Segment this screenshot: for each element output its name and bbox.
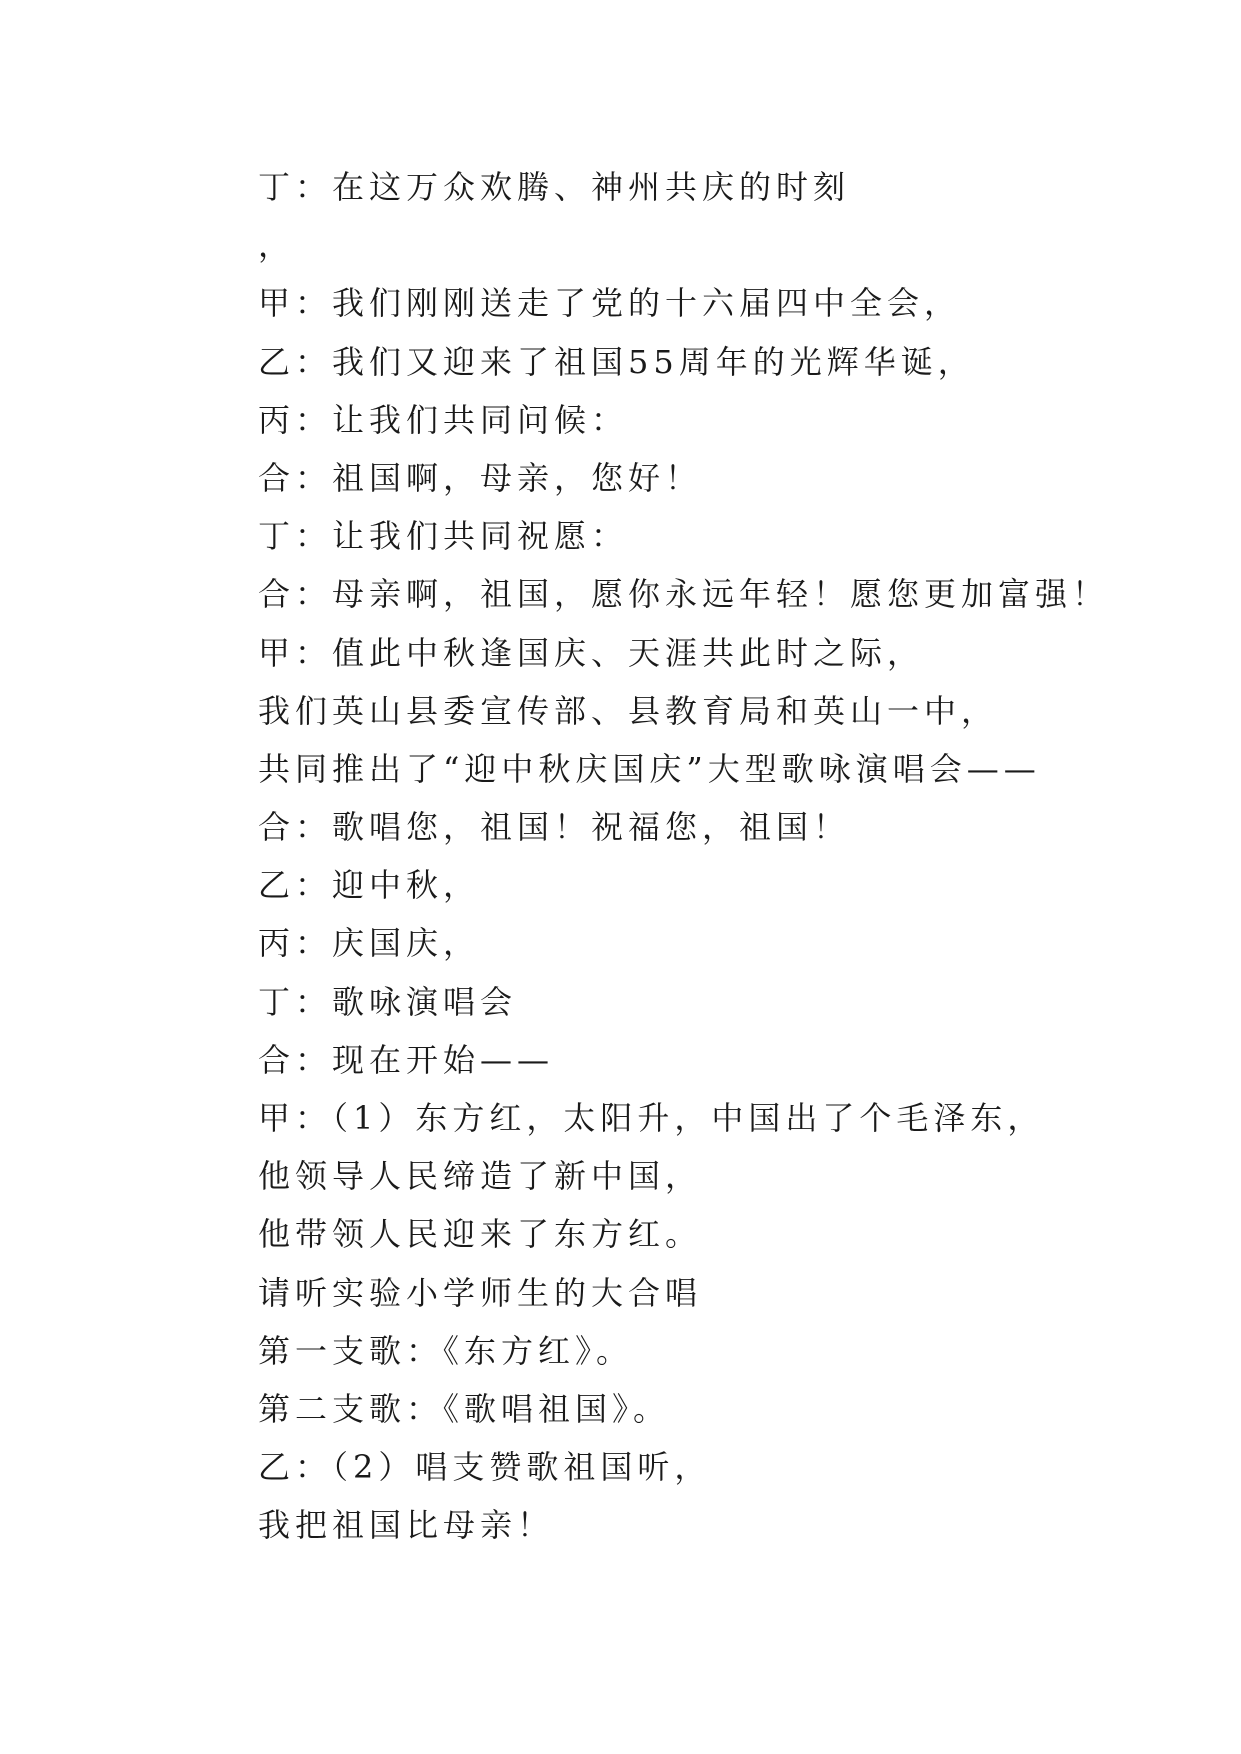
text-line: 请听实验小学师生的大合唱 <box>258 1273 703 1312</box>
text-line: 合：现在开始—— <box>258 1040 555 1079</box>
text-line: 我把祖国比母亲！ <box>258 1506 555 1545</box>
text-line: 乙：我们又迎来了祖国55周年的光辉华诞， <box>258 342 975 381</box>
text-line: 合：母亲啊，祖国，愿你永远年轻！愿您更加富强！ <box>258 575 1110 614</box>
text-line: 乙：（2）唱支赞歌祖国听， <box>258 1448 712 1487</box>
text-line: 乙：迎中秋， <box>258 866 481 905</box>
text-line: 丁：让我们共同祝愿： <box>258 517 629 556</box>
text-line: 丁：在这万众欢腾、神州共庆的时刻 <box>258 168 851 206</box>
text-line: 甲：（1）东方红，太阳升，中国出了个毛泽东， <box>258 1099 1045 1137</box>
text-line: 共同推出了“迎中秋庆国庆”大型歌咏演唱会—— <box>258 749 1041 788</box>
text-line: 甲：值此中秋逢国庆、天涯共此时之际， <box>258 633 925 672</box>
text-line: 丙：让我们共同问候： <box>258 400 629 439</box>
text-line: 他领导人民缔造了新中国， <box>258 1157 703 1196</box>
script-text-body <box>258 158 1158 1555</box>
text-line: 合：祖国啊，母亲，您好！ <box>258 458 703 497</box>
text-line: 他带领人民迎来了东方红。 <box>258 1215 703 1254</box>
text-line: 第一支歌：《东方红》。 <box>258 1331 634 1370</box>
text-line: 我们英山县委宣传部、县教育局和英山一中， <box>258 691 999 730</box>
text-line: 丁：歌咏演唱会 <box>258 982 518 1021</box>
text-line: 第二支歌：《歌唱祖国》。 <box>258 1389 671 1428</box>
text-line: 丙：庆国庆， <box>258 924 481 963</box>
text-line: ， <box>258 226 296 265</box>
text-line: 合：歌唱您，祖国！祝福您，祖国！ <box>258 808 851 847</box>
text-line: 甲：我们刚刚送走了党的十六届四中全会， <box>258 284 962 323</box>
